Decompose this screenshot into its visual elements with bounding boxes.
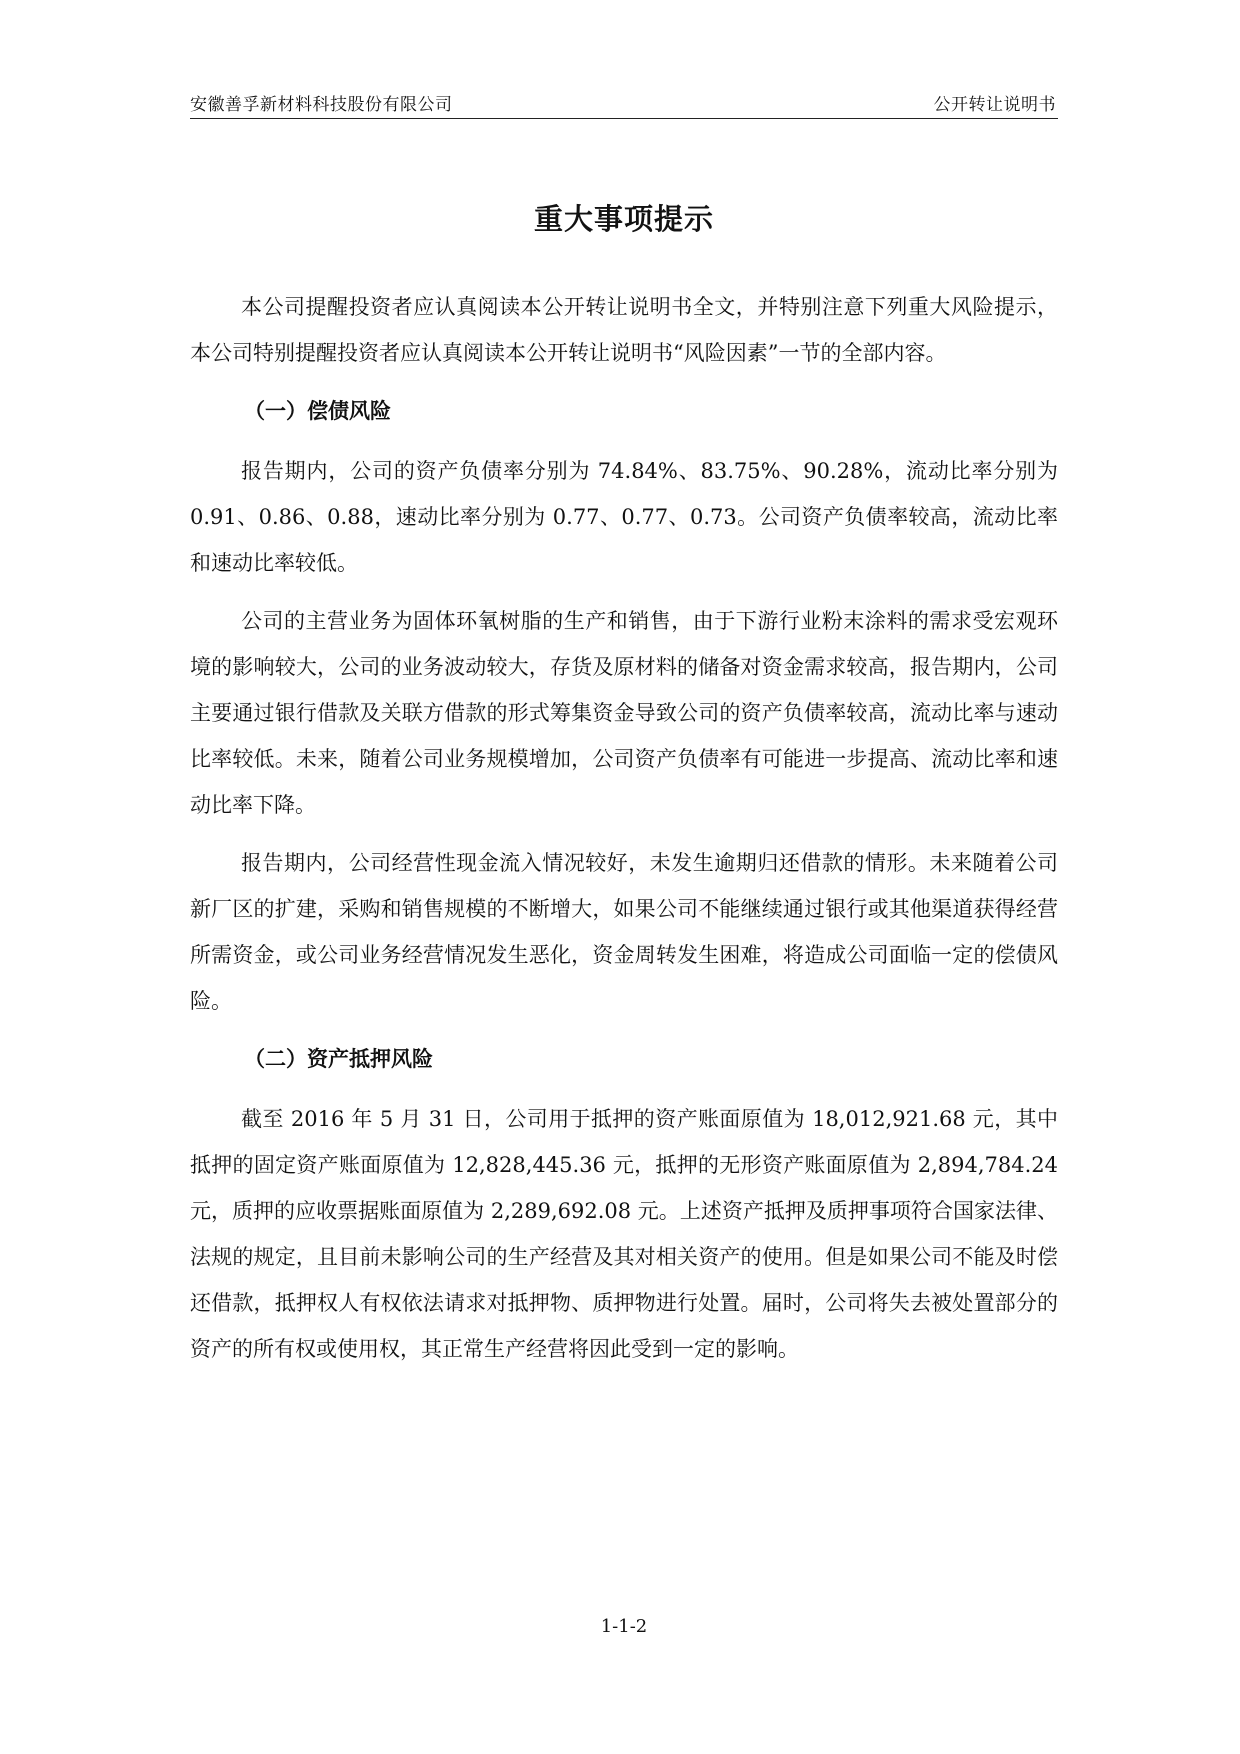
section-heading-solvency-risk: （一）偿债风险 (244, 399, 391, 423)
header-document-type: 公开转让说明书 (933, 95, 1056, 115)
solvency-risk-paragraph-2: 公司的主营业务为固体环氧树脂的生产和销售，由于下游行业粉末涂料的需求受宏观环境的影响较大，公司的业务波动较大，存货及原材料的储备对资金需求较高，报告期内，公司主要通过银行借款及关联方借款的形式筹集资金导致公司的资产负债率较高，流动比率与速动比率较低。未来，随着公司业务规模增加，公司资产负债率有可能进一步提高、流动比率和速动比率下降。 (190, 609, 1058, 817)
header-company-name: 安徽善孚新材料科技股份有限公司 (190, 95, 453, 115)
page-title: 重大事项提示 (533, 202, 714, 236)
page-number: 1-1-2 (600, 1616, 648, 1637)
section-heading-asset-mortgage-risk: （二）资产抵押风险 (244, 1047, 433, 1071)
document-body (190, 284, 1058, 1384)
intro-paragraph: 本公司提醒投资者应认真阅读本公开转让说明书全文，并特别注意下列重大风险提示，本公司特别提醒投资者应认真阅读本公开转让说明书“风险因素”一节的全部内容。 (190, 295, 1058, 365)
page-header (190, 86, 1058, 119)
solvency-risk-paragraph-3: 报告期内，公司经营性现金流入情况较好，未发生逾期归还借款的情形。未来随着公司新厂区的扩建，采购和销售规模的不断增大，如果公司不能继续通过银行或其他渠道获得经营所需资金，或公司业务经营情况发生恶化，资金周转发生困难，将造成公司面临一定的偿债风险。 (190, 851, 1058, 1013)
solvency-risk-paragraph-1: 报告期内，公司的资产负债率分别为 74.84%、83.75%、90.28%，流动比率分别为 0.91、0.86、0.88，速动比率分别为 0.77、0.77、0.73。公司资产负债率较高，流动比率和速动比率较低。 (190, 459, 1058, 575)
asset-mortgage-risk-paragraph-1: 截至 2016 年 5 月 31 日，公司用于抵押的资产账面原值为 18,012,921.68 元，其中抵押的固定资产账面原值为 12,828,445.36 元，抵押的无形资产账面原值为 2,894,784.24 元，质押的应收票据账面原值为 2,289,692.08 元。上述资产抵押及质押事项符合国家法律、法规的规定，且目前未影响公司的生产经营及其对相关资产的使用。但是如果公司不能及时偿还借款，抵押权人有权依法请求对抵押物、质押物进行处置。届时，公司将失去被处置部分的资产的所有权或使用权，其正常生产经营将因此受到一定的影响。 (190, 1107, 1058, 1361)
